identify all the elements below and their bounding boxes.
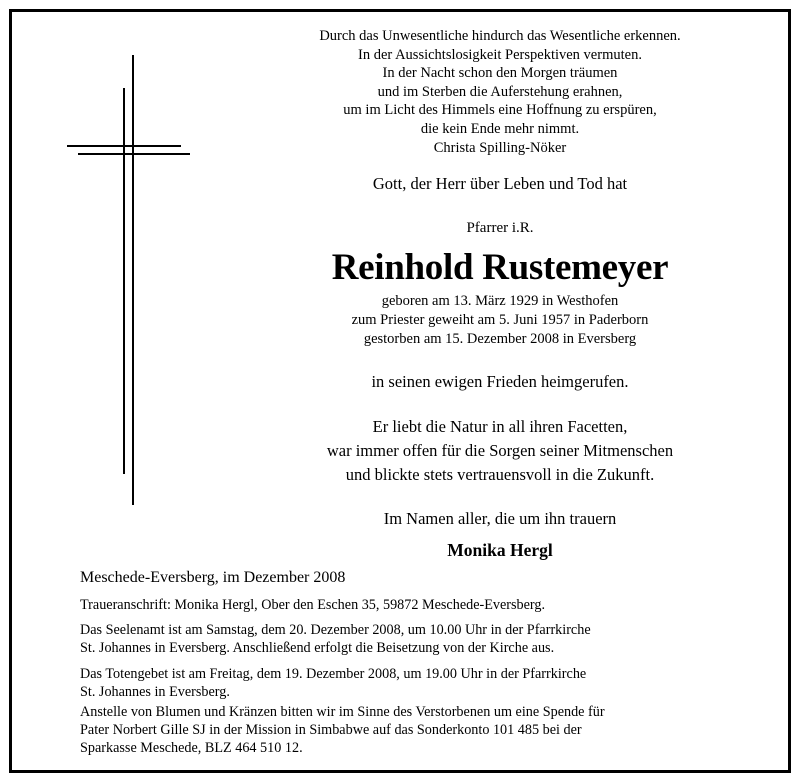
donation-notice [80,704,740,757]
birth-line: geboren am 13. März 1929 in Westhofen [381,293,619,309]
donation-line: Sparkasse Meschede, BLZ 464 510 12. [80,739,303,756]
called-home-line: in seinen ewigen Frieden heimgerufen. [371,372,629,391]
place-date: Meschede-Eversberg, im Dezember 2008 [80,569,346,586]
deceased-name: Reinhold Rustemeyer [331,247,669,288]
poem-line: Durch das Unwesentliche hindurch das Wesentliche erkennen. [319,28,681,44]
life-dates [270,292,730,349]
mourners-line: Im Namen aller, die um ihn trauern [383,509,617,528]
mourning-address [80,597,740,615]
title-role: Pfarrer i.R. [466,220,534,236]
prayer-notice [80,666,740,702]
mourning-address-line: Traueranschrift: Monika Hergl, Ober den Eschen 35, 59872 Meschede-Eversberg. [80,597,546,613]
tribute-line: Er liebt die Natur in all ihren Facetten, [372,417,628,436]
prayer-line: St. Johannes in Eversberg. [80,683,230,700]
poem-quote [270,27,730,157]
double-line-cross-icon [0,0,200,520]
death-line: gestorben am 15. Dezember 2008 in Eversberg [363,331,637,347]
poem-line: In der Nacht schon den Morgen träumen [382,65,618,82]
poem-line: und im Sterben die Auferstehung erahnen, [377,83,623,100]
tribute-text [270,415,730,487]
poem-line: die kein Ende mehr nimmt. [420,120,580,137]
signer-name: Monika Hergl [447,540,553,560]
poem-line: In der Aussichtslosigkeit Perspektiven vermuten. [358,46,642,63]
requiem-line: Das Seelenamt ist am Samstag, dem 20. Dezember 2008, um 10.00 Uhr in der Pfarrkirche [80,622,591,638]
poem-line: um im Licht des Himmels eine Hoffnung zu erspüren, [343,102,657,119]
donation-line: Anstelle von Blumen und Kränzen bitten wir im Sinne des Verstorbenen um eine Spende für [80,704,605,720]
donation-line: Pater Norbert Gille SJ in der Mission in Simbabwe auf das Sonderkonto 101 485 bei der [80,721,582,738]
poem-author: Christa Spilling-Nöker [433,139,567,156]
requiem-notice [80,622,740,658]
intro-line: Gott, der Herr über Leben und Tod hat [372,174,628,193]
prayer-line: Das Totengebet ist am Freitag, dem 19. Dezember 2008, um 19.00 Uhr in der Pfarrkirche [80,666,587,682]
tribute-line: und blickte stets vertrauensvoll in die Zukunft. [345,465,655,484]
requiem-line: St. Johannes in Eversberg. Anschließend erfolgt die Beisetzung von der Kirche aus. [80,639,555,656]
tribute-line: war immer offen für die Sorgen seiner Mitmenschen [326,441,674,460]
ordination-line: zum Priester geweiht am 5. Juni 1957 in Paderborn [351,312,649,328]
